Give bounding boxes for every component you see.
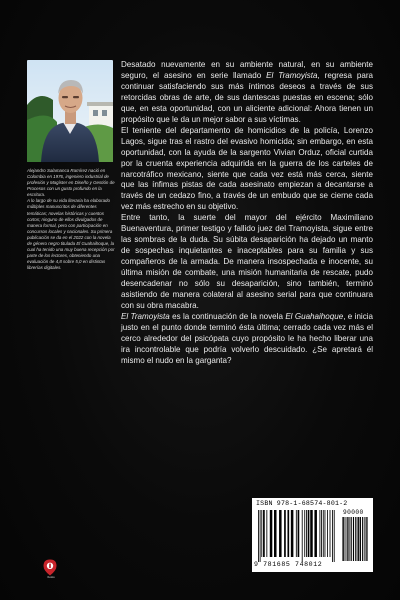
barcode-bar [342,517,343,561]
book-title-italic: El Tramoyista [121,311,170,321]
barcode-bar [266,510,267,557]
barcode-bar [260,510,261,562]
barcode-bar [362,517,363,561]
publisher-name: Ibukku [47,576,55,579]
barcode-bar [321,510,322,557]
book-synopsis [121,60,373,367]
barcode-bar [323,510,324,557]
barcode-addon-digits: 90000 [343,509,364,516]
author-bio-paragraph: A lo largo de su vida literaria ha elaborado múltiples manuscritos de diferentes temáticas; novelas históricas y cuentos cortos; ninguno de ellos divulgados de manera formal, pero con participación en concursos locales y nacionales. Su primera publicación se da en el 2022 con la novela de género negro titulada El Guahaihoque, la cual ha tenido una muy buena recepción por parte de los lectores, obteniendo una evaluación de 4,8 sobre 5,0 en distintas librerías digitales. [27,198,115,271]
barcode-bar [357,517,358,561]
barcode-bar [343,517,344,561]
barcode-bar [351,517,352,561]
isbn-label: ISBN 978-1-68574-801-2 [256,500,348,507]
barcode-bar [319,510,320,557]
barcode-bar [345,517,346,561]
barcode-bar [355,517,356,561]
barcode-bar [364,517,365,561]
book-title-italic: El Tramoyista [266,70,318,80]
barcode-bar [366,517,367,561]
barcode-bar [310,510,313,557]
barcode-bar [353,517,354,561]
barcode-bar [263,510,265,557]
author-bio [27,168,115,271]
author-portrait-image [27,60,113,162]
barcode-bar [287,510,289,557]
barcode-bar [306,510,307,557]
synopsis-paragraph: Entre tanto, la suerte del mayor del ejército Maximiliano Buenaventura, primer testigo y fallido juez del Tramoyista, sigue entre las sombras de la duda. Su súbita desaparición ha dejado un manto de sospechas inquietantes e inaceptables para su familia y sus compañeros de la armada. De manera insospechada e inocente, su última misión de combate, una misión humanitaria de rescate, pudo desencadenar no sólo su desaparición, sino también, terminó asistiendo de manera colateral al asesino serial para que continuara con su obra macabra. [121,213,373,310]
barcode-bar [296,510,297,557]
barcode-bar [367,517,368,561]
barcode-bar [270,510,273,557]
barcode-bar [325,510,326,557]
synopsis-text: es la continuación de la novela [169,311,286,321]
synopsis-text: , e inicia justo en el punto donde terminó ésta última; cerrado cada vez más el cerco alrededor del psicópata cuyo propósito le ha hecho liberar una ira incontrolable que podría volverlo descuidado. ¿Se apretará él mismo el nudo en la garganta? [121,311,374,365]
barcode-bar [332,510,333,562]
prequel-title-italic: El Guahaihoque [285,311,344,321]
barcode-bar [358,517,359,561]
barcode-bar [334,510,335,562]
barcode-bar [298,510,300,557]
barcode-bar [284,510,286,557]
barcode-bar [360,517,361,561]
ean-digits: 9 781685 748012 [254,561,323,568]
barcode-bar [308,510,310,557]
barcode-bar [330,510,331,557]
author-bio-paragraph: Alejandro Salamanca Ramírez nació en Colombia en 1976, ingeniero industrial de profesión y Magíster en Diseño y Gestión de Procesos con un gusto profundo en la escritura. [27,168,115,198]
barcode-bar [348,517,349,561]
barcode-bar [302,510,303,562]
synopsis-paragraph [121,312,373,367]
barcode-bar [291,510,294,557]
barcode-bar [327,510,328,557]
barcode-bar [261,510,262,557]
synopsis-text: , regresa para continuar satisfaciendo sus más íntimos deseos a través de sus retorcidas obras de arte, de sus dantescas puestas en escena; sólo que, en esta oportunidad, con un aliciente adicional: Ahora tienen un propósito que le da un mejor sabor a sus víctimas. [121,70,373,124]
barcode-bar [274,510,277,557]
synopsis-paragraph [121,60,373,126]
addon-barcode-bars [342,517,369,561]
publisher-logo-icon [43,559,57,576]
barcode-bar [279,510,282,557]
author-photo [27,60,113,162]
synopsis-text: Desatado nuevamente en su ambiente natural, en su ambiente seguro, el asesino en serie llamado [121,60,373,80]
barcode-bar [314,510,317,557]
barcode-bar [304,510,305,557]
synopsis-paragraph: El teniente del departamento de homicidios de la policía, Lorenzo Lagos, sigue tras el rastro del evasivo homicida; sin embargo, en esta oportunidad, con la ayuda de la sargento Vivian Orduz, oficial curtida por la cruenta experiencia adquirida en la guerra de los carteles de narcotráfico mexicano, siente que cada vez está más cerca, siente que las ínfimas pistas de cada asesinato empiezan a decantarse a través de un cedazo fino, a través de un embudo que se cierne cada vez más estrecho en su objetivo. [121,125,373,212]
barcode-bar [349,517,350,561]
barcode-bar [258,510,259,562]
ean-barcode-bars [258,510,338,562]
barcode-bar [347,517,348,561]
isbn-barcode [252,498,373,572]
